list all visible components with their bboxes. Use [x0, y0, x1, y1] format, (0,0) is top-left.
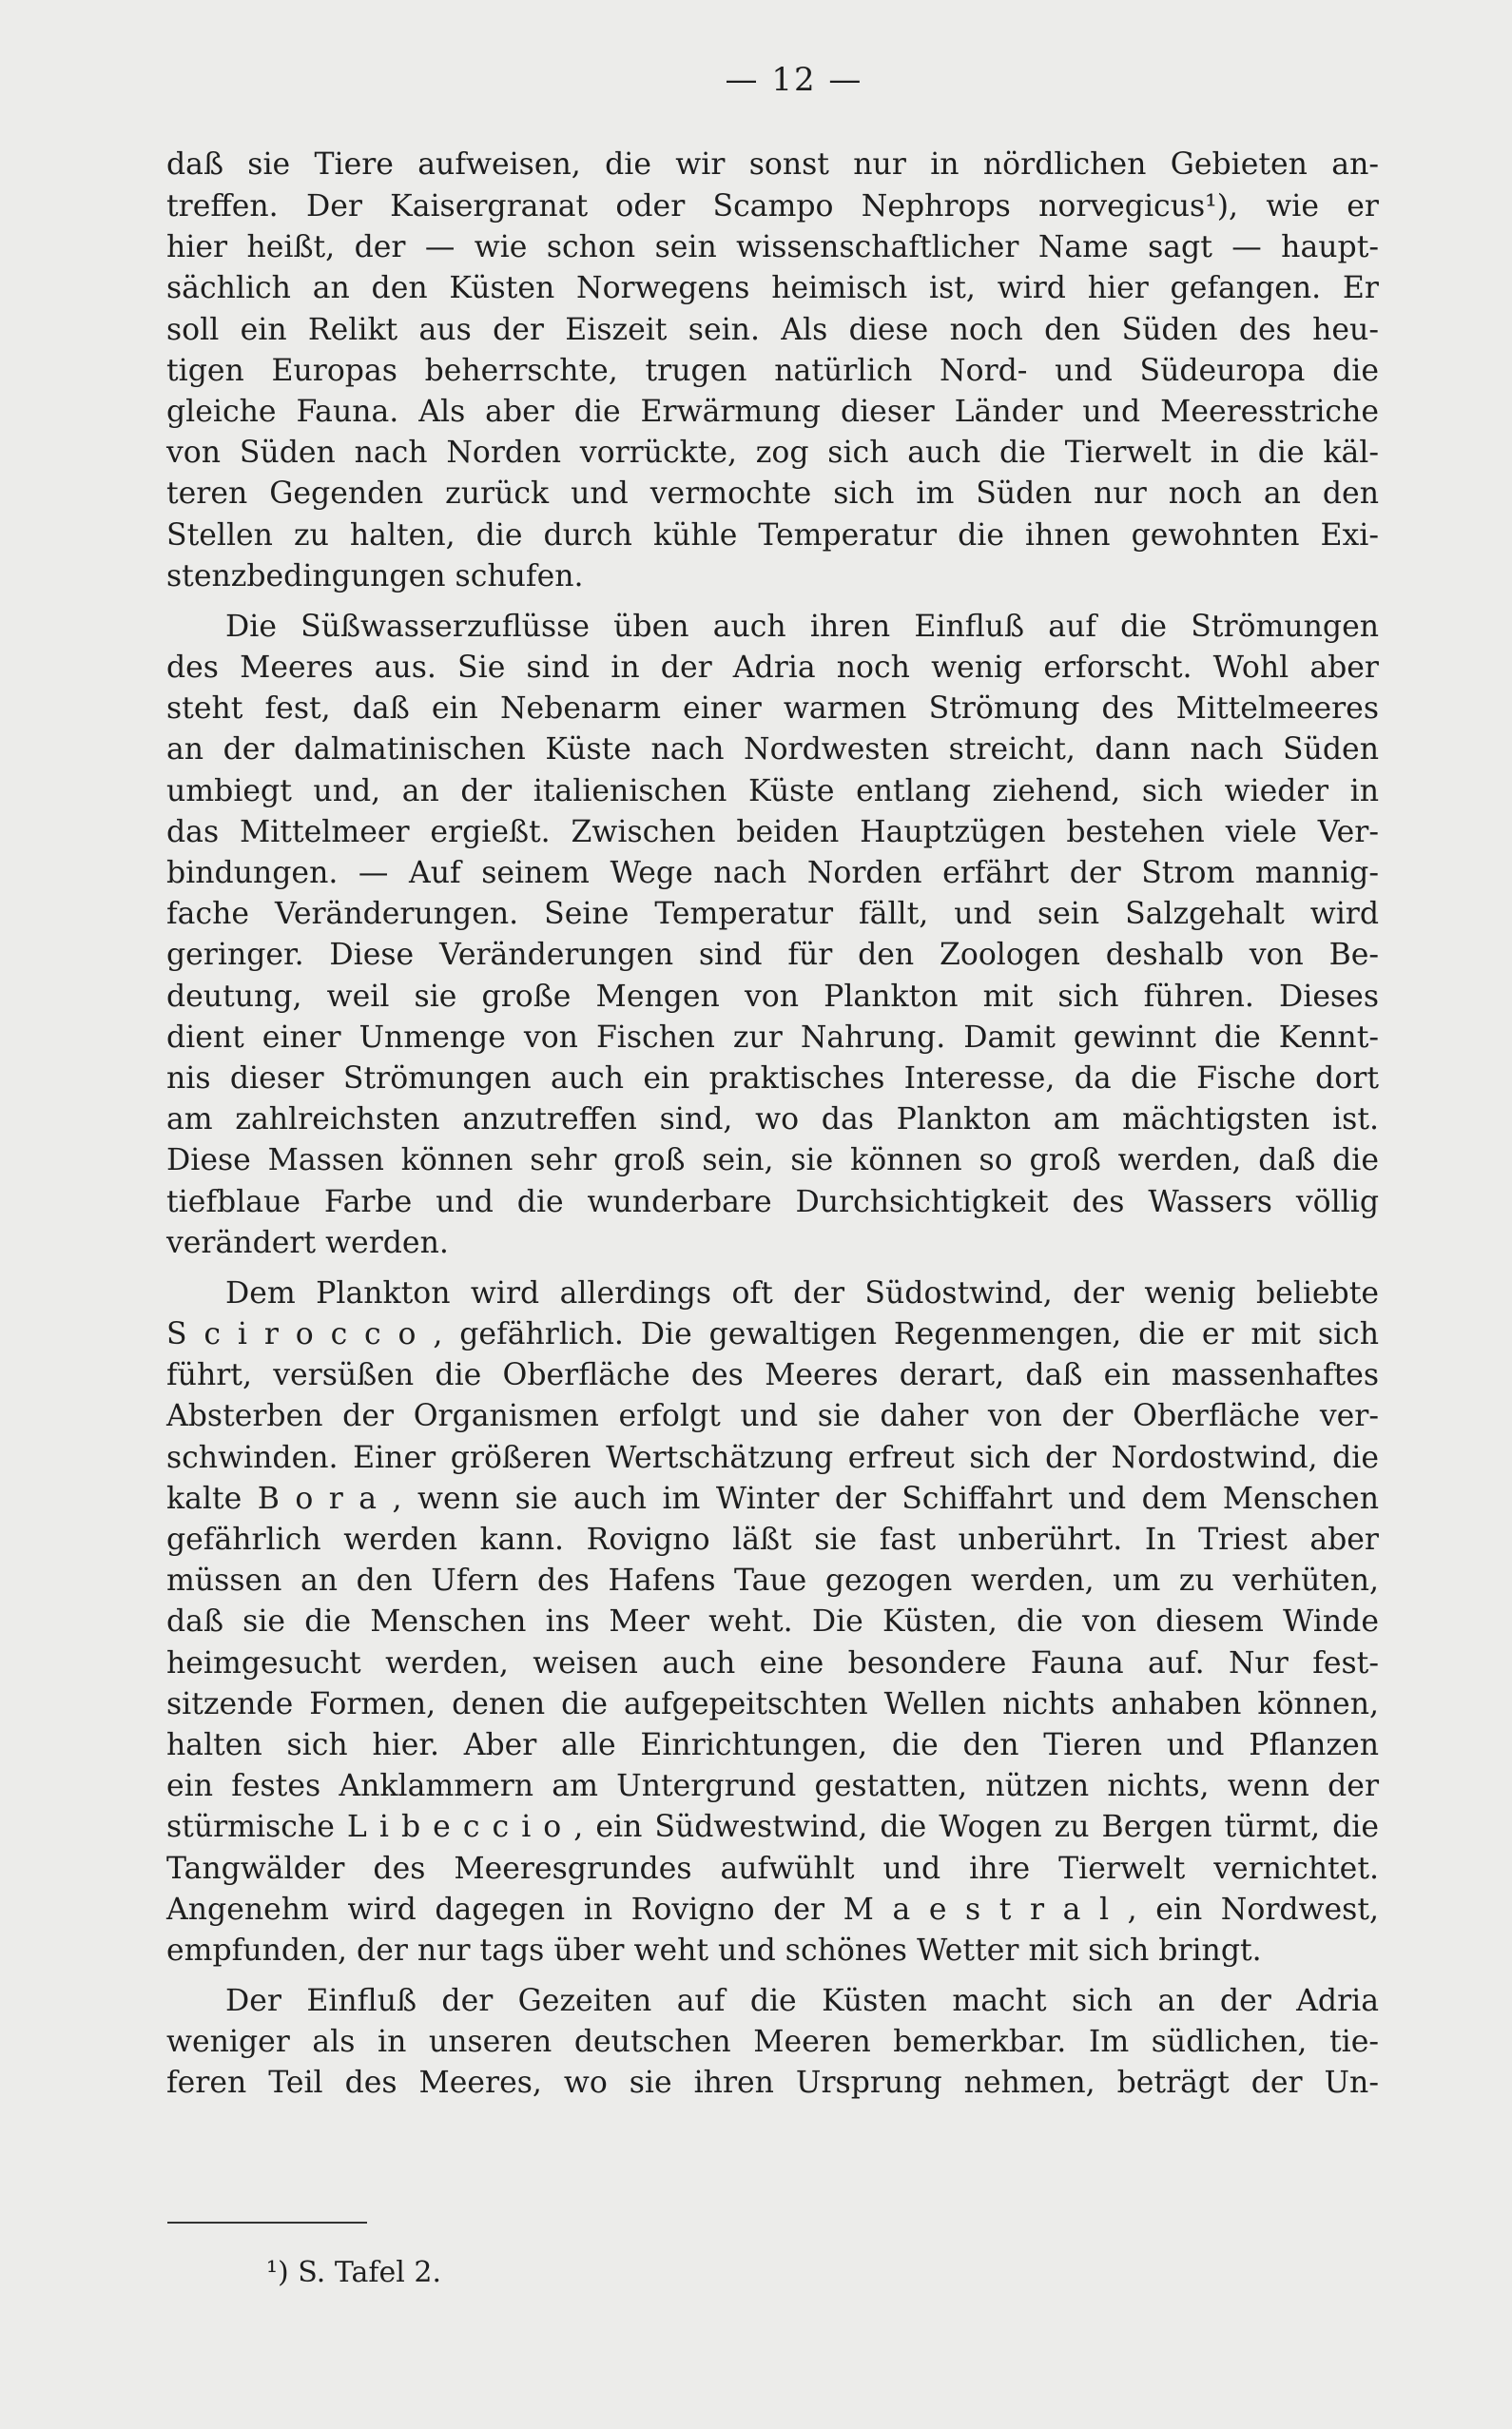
text-line: treffen. Der Kaisergranat oder Scampo Nephrops norvegicus¹), wie er — [166, 189, 1379, 223]
text-line: an der dalmatinischen Küste nach Nordwesten streicht, dann nach Süden — [166, 732, 1379, 768]
text-line: Angenehm wird dagegen in Rovigno der M a e s t r a l , ein Nordwest, — [166, 1892, 1379, 1927]
text-line: Dem Plankton wird allerdings oft der Südostwind, der wenig beliebte — [225, 1275, 1379, 1311]
text-line: heimgesucht werden, weisen auch eine besondere Fauna auf. Nur fest- — [166, 1645, 1379, 1681]
text-line: umbiegt und, an der italienischen Küste entlang ziehend, sich wieder in — [166, 773, 1379, 808]
paragraph-winds — [166, 1273, 1379, 1972]
text-line: halten sich hier. Aber alle Einrichtungen, die den Tieren und Pflanzen — [166, 1727, 1379, 1762]
text-line: ein festes Anklammern am Untergrund gestatten, nützen nichts, wenn der — [166, 1769, 1379, 1804]
text-line: tiefblaue Farbe und die wunderbare Durchsichtigkeit des Wassers völlig — [166, 1184, 1379, 1219]
text-line: soll ein Relikt aus der Eiszeit sein. Als diese noch den Süden des heu- — [166, 312, 1379, 347]
text-line: schwinden. Einer größeren Wertschätzung erfreut sich der Nordostwind, die — [166, 1440, 1379, 1475]
text-line: geringer. Diese Veränderungen sind für den Zoologen deshalb von Be- — [166, 938, 1379, 973]
text-line: Die Süßwasserzuflüsse üben auch ihren Einfluß auf die Strömungen — [225, 609, 1379, 644]
text-line: sitzende Formen, denen die aufgepeitschten Wellen nichts anhaben können, — [166, 1686, 1379, 1721]
text-line: feren Teil des Meeres, wo sie ihren Ursprung nehmen, beträgt der Un- — [166, 2066, 1379, 2101]
text-line: daß sie Tiere aufweisen, die wir sonst nur in nördlichen Gebieten an- — [166, 147, 1379, 182]
paragraph-tides — [166, 1981, 1379, 2105]
text-line: deutung, weil sie große Mengen von Plankton mit sich führen. Dieses — [166, 979, 1379, 1014]
footnote-divider — [167, 2222, 367, 2224]
text-line: Tangwälder des Meeresgrundes aufwühlt und ihre Tierwelt vernichtet. — [166, 1851, 1379, 1886]
footnote: ¹) S. Tafel 2. — [266, 2256, 441, 2289]
text-line: kalte B o r a , wenn sie auch im Winter der Schiffahrt und dem Menschen — [166, 1481, 1379, 1516]
text-line: Der Einfluß der Gezeiten auf die Küsten macht sich an der Adria — [225, 1984, 1379, 2019]
text-line: verändert werden. — [166, 1225, 449, 1260]
text-line: weniger als in unseren deutschen Meeren bemerkbar. Im südlichen, tie- — [166, 2025, 1379, 2060]
text-line: Diese Massen können sehr groß sein, sie können so groß werden, daß die — [166, 1143, 1379, 1178]
text-line: des Meeres aus. Sie sind in der Adria noch wenig erforscht. Wohl aber — [166, 651, 1379, 686]
text-line: das Mittelmeer ergießt. Zwischen beiden Hauptzügen bestehen viele Ver- — [166, 814, 1379, 849]
text-line: gefährlich werden kann. Rovigno läßt sie fast unberührt. In Triest aber — [166, 1523, 1379, 1557]
text-line: Absterben der Organismen erfolgt und sie daher von der Oberfläche ver- — [166, 1399, 1379, 1434]
paragraph-relict-fauna — [166, 145, 1379, 597]
text-line: von Süden nach Norden vorrückte, zog sich auch die Tierwelt in die käl- — [166, 436, 1379, 471]
text-line: führt, versüßen die Oberfläche des Meeres derart, daß ein massenhaftes — [166, 1358, 1379, 1393]
text-line: gleiche Fauna. Als aber die Erwärmung dieser Länder und Meeresstriche — [166, 394, 1379, 429]
text-line: bindungen. — Auf seinem Wege nach Norden erfährt der Strom mannig- — [166, 856, 1379, 890]
page-number: — 12 — — [725, 61, 863, 99]
text-line: fache Veränderungen. Seine Temperatur fällt, und sein Salzgehalt wird — [166, 897, 1379, 932]
text-line: dient einer Unmenge von Fischen zur Nahrung. Damit gewinnt die Kennt- — [166, 1020, 1379, 1055]
text-line: nis dieser Strömungen auch ein praktisches Interesse, da die Fische dort — [166, 1060, 1379, 1096]
paragraph-currents — [166, 607, 1379, 1264]
text-line: daß sie die Menschen ins Meer weht. Die Küsten, die von diesem Winde — [166, 1604, 1379, 1640]
page-body — [166, 145, 1379, 2105]
text-line: empfunden, der nur tags über weht und schönes Wetter mit sich bringt. — [166, 1933, 1262, 1968]
text-line: steht fest, daß ein Nebenarm einer warmen Strömung des Mittelmeeres — [166, 691, 1379, 727]
text-line: am zahlreichsten anzutreffen sind, wo das Plankton am mächtigsten ist. — [166, 1102, 1379, 1137]
text-line: S c i r o c c o , gefährlich. Die gewaltigen Regenmengen, die er mit sich — [166, 1317, 1379, 1352]
text-line: Stellen zu halten, die durch kühle Temperatur die ihnen gewohnten Exi- — [166, 517, 1379, 553]
text-line: stürmische L i b e c c i o , ein Südwestwind, die Wogen zu Bergen türmt, die — [166, 1810, 1379, 1845]
text-line: hier heißt, der — wie schon sein wissenschaftlicher Name sagt — haupt- — [166, 230, 1379, 265]
text-line: stenzbedingungen schufen. — [166, 558, 584, 593]
text-line: müssen an den Ufern des Hafens Taue gezogen werden, um zu verhüten, — [166, 1564, 1379, 1599]
text-line: teren Gegenden zurück und vermochte sich im Süden nur noch an den — [166, 476, 1379, 512]
text-line: sächlich an den Küsten Norwegens heimisch ist, wird hier gefangen. Er — [166, 271, 1379, 306]
text-line: tigen Europas beherrschte, trugen natürlich Nord- und Südeuropa die — [166, 353, 1379, 388]
